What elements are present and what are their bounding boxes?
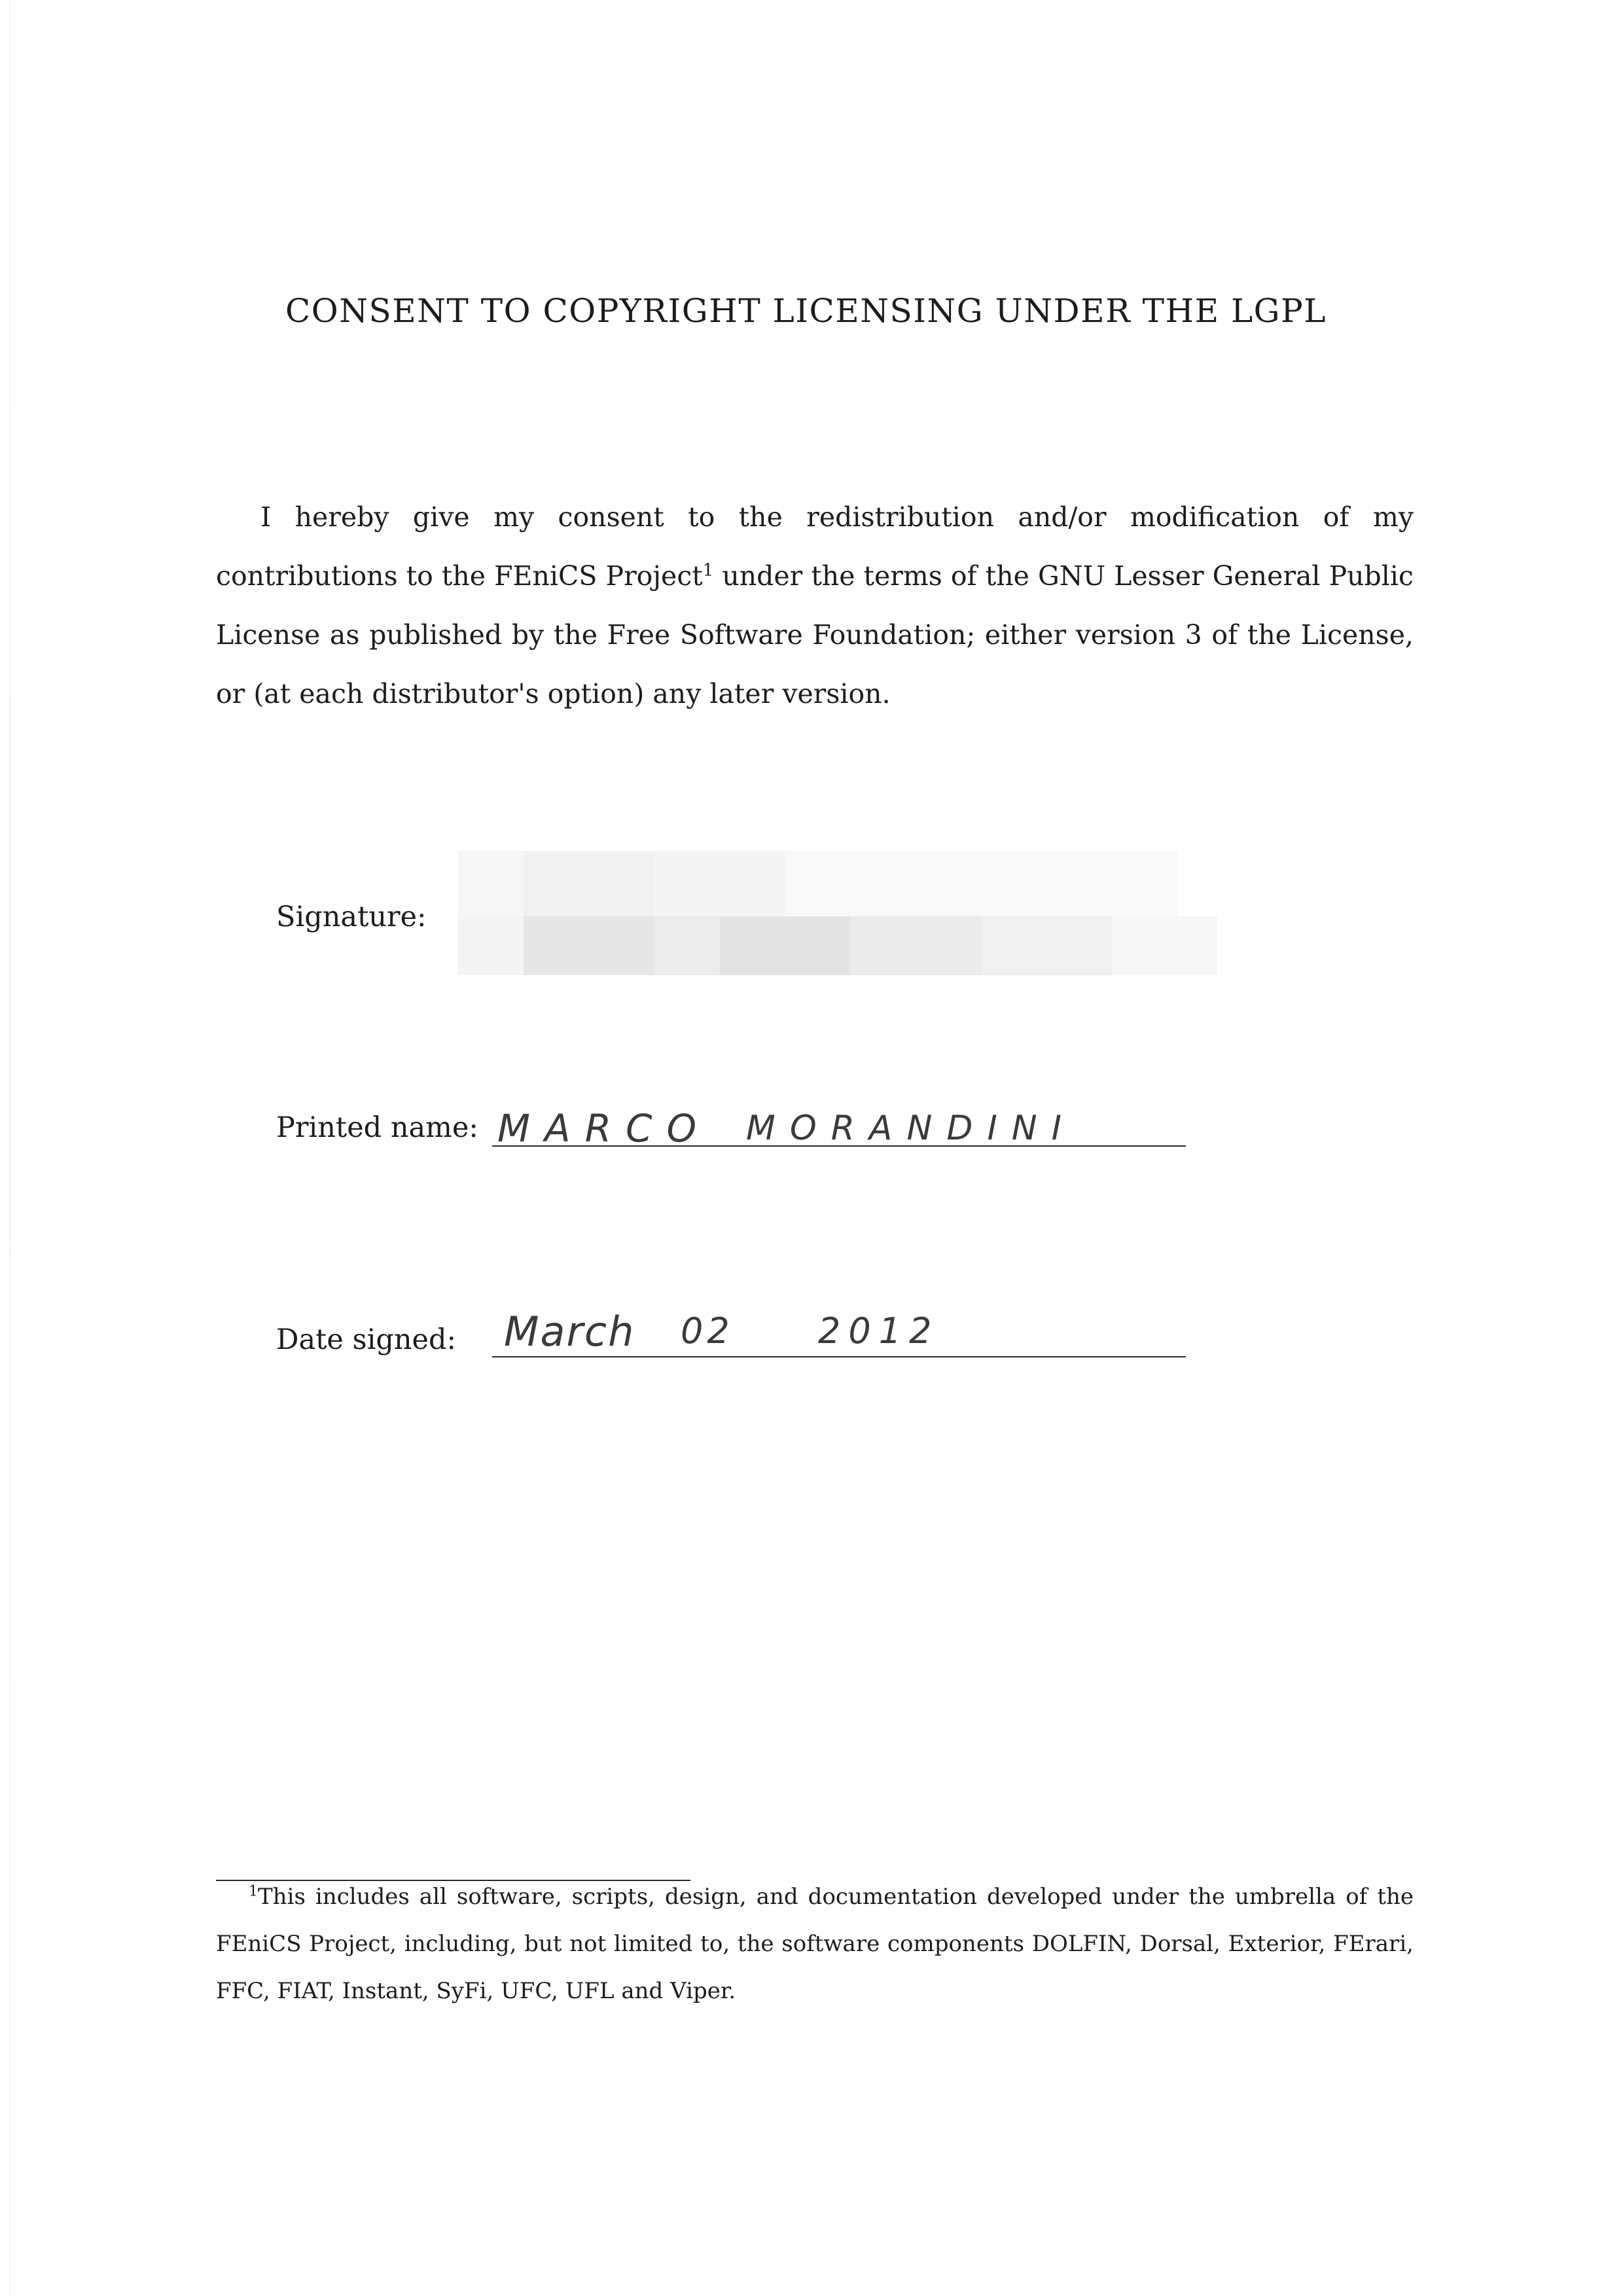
printed-name-first: MARCO [497,1106,711,1151]
footnote [216,1873,1414,2015]
footnote-marker: 1 [249,1883,258,1900]
footnote-text: This includes all software, scripts, design, and documentation developed under the umbrella of the FEniCS Project, including, but not limited to, the software components DOLFIN, Dorsal, Exterior, FErari, FFC, FIAT, Instant, SyFi, UFC, UFL and Viper. [216,1884,1414,2004]
printed-name-last: MORANDINI [746,1109,1077,1148]
date-day: 02 [681,1310,734,1352]
signature-label: Signature: [276,901,427,933]
date-month: March [504,1308,635,1355]
date-signed-handwriting [504,1308,1093,1360]
consent-text-part2: under the terms of the GNU Lesser General Public License as published by the Free Software Foundation; either version 3 of the License, or (at each distributor's option) any later version. [216,560,1414,709]
printed-name-handwriting [497,1106,1185,1152]
printed-name-label: Printed name: [276,1111,478,1144]
signature-redacted [458,851,1217,975]
footnote-reference: 1 [702,560,714,581]
consent-paragraph [216,488,1414,723]
scan-edge [9,0,10,2296]
document-title: CONSENT TO COPYRIGHT LICENSING UNDER THE LGPL [285,292,1327,330]
consent-text-part1: I hereby give my consent to the redistribution and/or modification of my contributions to the FEniCS Project [216,501,1414,592]
date-signed-label: Date signed: [276,1323,457,1356]
date-year: 2012 [818,1310,940,1352]
